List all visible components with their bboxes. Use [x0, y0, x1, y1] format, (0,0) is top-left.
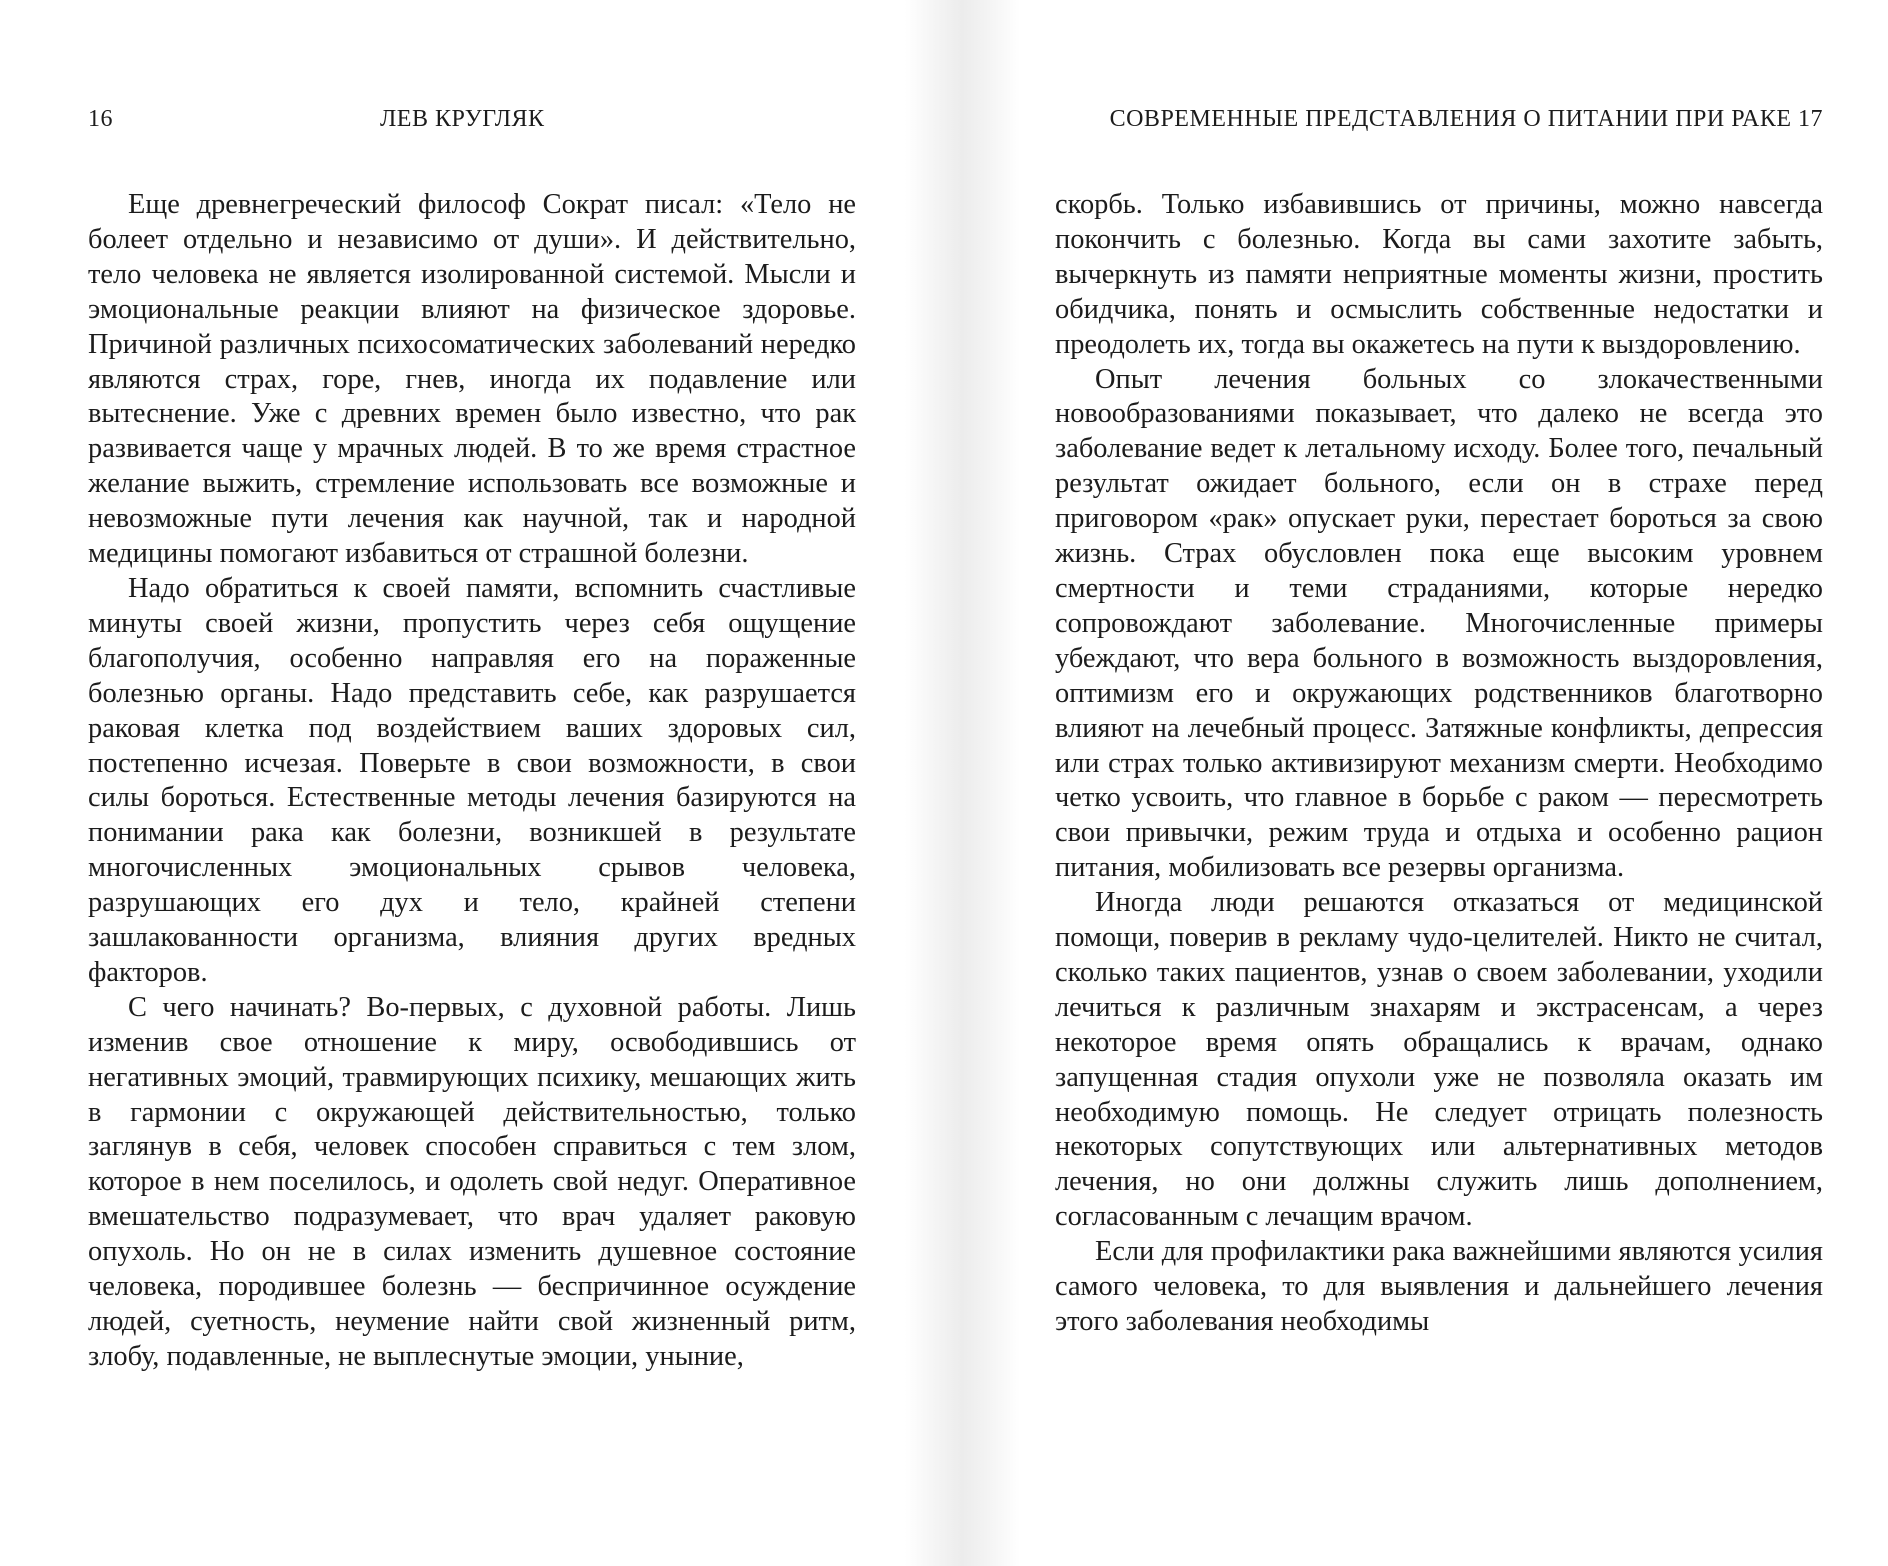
right-continuation-paragraph: скорбь. Только избавившись от причины, можно навсегда покончить с болезнью. Когда вы сами захотите забыть, вычеркнуть из памяти неприятные моменты жизни, простить обидчика, понять и осмыслить собственные недостатки и преодолеть их, тогда вы окажетесь на пути к выздоровлению. [1055, 189, 1823, 360]
right-page-body [1055, 188, 1823, 1340]
left-paragraph-1: Еще древнегреческий философ Сократ писал: «Тело не болеет отдельно и независимо от души». И действительно, тело человека не является изолированной системой. Мысли и эмоциональные реакции влияют на физическое здоровье. Причиной различных психосоматических заболеваний нередко являются страх, горе, гнев, иногда их подавление или вытеснение. Уже с древних времен было известно, что рак развивается чаще у мрачных людей. В то же время страстное желание выжить, стремление использовать все возможные и невозможные пути лечения как научной, так и народной медицины помогают избавиться от страшной болезни. [88, 189, 856, 570]
right-running-head-title: СОВРЕМЕННЫЕ ПРЕДСТАВЛЕНИЯ О ПИТАНИИ ПРИ РАКЕ 17 [1109, 106, 1823, 132]
right-paragraph-3: Если для профилактики рака важнейшими являются усилия самого человека, то для выявления и дальнейшего лечения этого заболевания необходимы [1055, 1236, 1823, 1337]
right-running-head [1055, 102, 1823, 136]
left-page-body [88, 188, 856, 1375]
left-running-head [88, 102, 856, 136]
left-page-number: 16 [88, 106, 113, 132]
right-paragraph-2: Иногда люди решаются отказаться от медицинской помощи, поверив в рекламу чудо-целителей. Никто не считал, сколько таких пациентов, узнав о своем заболевании, уходили лечиться к различным знахарям и экстрасенсам, а через некоторое время опять обращались к врачам, однако запущенная стадия опухоли уже не позволяла оказать им необходимую помощь. Не следует отрицать полезность некоторых сопутствующих или альтернативных методов лечения, но они должны служить лишь дополнением, согласованным с лечащим врачом. [1055, 887, 1823, 1233]
left-running-head-title: ЛЕВ КРУГЛЯК [380, 106, 545, 132]
left-paragraph-3: С чего начинать? Во-первых, с духовной работы. Лишь изменив свое отношение к миру, освободившись от негативных эмоций, травмирующих психику, мешающих жить в гармонии с окружающей действительностью, только заглянув в себя, человек способен справиться с тем злом, которое в нем поселилось, и одолеть свой недуг. Оперативное вмешательство подразумевает, что врач удаляет раковую опухоль. Но он не в силах изменить душевное состояние человека, породившее болезнь — беспричинное осуждение людей, суетность, неумение найти свой жизненный ритм, злобу, подавленные, не выплеснутые эмоции, уныние, [88, 991, 856, 1372]
left-paragraph-2: Надо обратиться к своей памяти, вспомнить счастливые минуты своей жизни, пропустить через себя ощущение благополучия, особенно направляя его на пораженные болезнью органы. Надо представить себе, как разрушается раковая клетка под воздействием ваших здоровых сил, постепенно исчезая. Поверьте в свои возможности, в свои силы бороться. Естественные методы лечения базируются на понимании рака как болезни, возникшей в результате многочисленных эмоциональных срывов человека, разрушающих его дух и тело, крайней степени зашлакованности организма, влияния других вредных факторов. [88, 572, 856, 988]
right-paragraph-1: Опыт лечения больных со злокачественными новообразованиями показывает, что далеко не всегда это заболевание ведет к летальному исходу. Более того, печальный результат ожидает больного, если он в страхе перед приговором «рак» опускает руки, перестает бороться за свою жизнь. Страх обусловлен пока еще высоким уровнем смертности и теми страданиями, которые нередко сопровождают заболевание. Многочисленные примеры убеждают, что вера больного в возможность выздоровления, оптимизм его и окружающих родственников благотворно влияют на лечебный процесс. Затяжные конфликты, депрессия или страх только активизируют механизм смерти. Необходимо четко усвоить, что главное в борьбе с раком — пересмотреть свои привычки, режим труда и отдыха и особенно рацион питания, мобилизовать все резервы организма. [1055, 363, 1823, 884]
book-gutter [905, 0, 1020, 1566]
